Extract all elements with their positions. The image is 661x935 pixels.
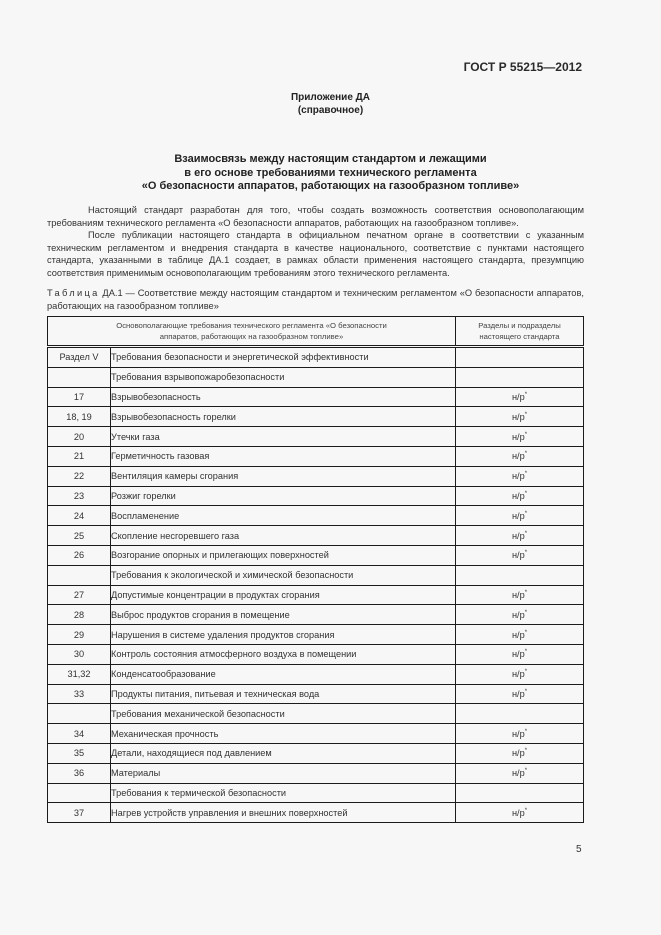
clause-number: 29 <box>48 625 111 645</box>
section-value: н/р <box>511 490 525 501</box>
standard-section <box>456 684 584 704</box>
footnote-marker: * <box>524 530 528 537</box>
standard-section <box>456 446 584 466</box>
table-row <box>48 526 584 546</box>
clause-number: 27 <box>48 585 111 605</box>
clause-number <box>48 565 111 585</box>
standard-section <box>456 407 584 427</box>
footnote-marker: * <box>524 431 528 438</box>
clause-number <box>48 783 111 803</box>
footnote-marker: * <box>524 629 528 636</box>
footnote-marker: * <box>524 768 528 775</box>
clause-number: 35 <box>48 743 111 763</box>
table-caption-text: ДА.1 — Соответствие между настоящим стандартом и техническим регламентом «О безопасности аппаратов, работающих на газообразном топливе» <box>47 288 584 311</box>
table-caption-label: Таблица <box>47 288 100 298</box>
table-row <box>48 803 584 823</box>
table-row <box>48 446 584 466</box>
requirement-text: Вентиляция камеры сгорания <box>111 466 456 486</box>
table-row <box>48 625 584 645</box>
section-value: н/р <box>511 530 525 541</box>
standard-section <box>456 367 584 387</box>
standard-section <box>456 625 584 645</box>
clause-number: 23 <box>48 486 111 506</box>
clause-number: 25 <box>48 526 111 546</box>
footnote-marker: * <box>524 411 528 418</box>
clause-number <box>48 367 111 387</box>
table-row <box>48 783 584 803</box>
section-value: н/р <box>511 669 525 680</box>
section-value: н/р <box>511 589 525 600</box>
section-value: н/р <box>511 748 525 759</box>
clause-number: 21 <box>48 446 111 466</box>
requirement-text: Требования безопасности и энергетической эффективности <box>111 347 456 368</box>
footnote-marker: * <box>524 451 528 458</box>
footnote-marker: * <box>524 748 528 755</box>
body-text <box>47 204 584 280</box>
section-value: н/р <box>511 649 525 660</box>
section-title <box>0 153 661 194</box>
clause-number: 30 <box>48 644 111 664</box>
table-row <box>48 664 584 684</box>
standard-section <box>456 565 584 585</box>
footnote-marker: * <box>524 550 528 557</box>
table-row <box>48 506 584 526</box>
clause-number: 31,32 <box>48 664 111 684</box>
table-row <box>48 545 584 565</box>
standard-section <box>456 387 584 407</box>
table-row <box>48 407 584 427</box>
page-number: 5 <box>576 844 582 855</box>
requirement-text: Розжиг горелки <box>111 486 456 506</box>
section-value: н/р <box>511 451 525 462</box>
table-row <box>48 585 584 605</box>
standard-section <box>456 783 584 803</box>
title-line: «О безопасности аппаратов, работающих на газообразном топливе» <box>141 180 520 192</box>
paragraph: После публикации настоящего стандарта в официальном печатном органе в соответствии с указанным техническим регламентом и внедрения стандарта в качестве национального, соответствие с пунктами настоящего стандарта, указанными в таблице ДА.1 создает, в рамках области применения настоящего стандарта, презумпцию соответствия применимым основополагающим требованиям этого технического регламента. <box>47 230 584 278</box>
requirement-text: Конденсатообразование <box>111 664 456 684</box>
clause-number: 37 <box>48 803 111 823</box>
section-value: н/р <box>511 629 525 640</box>
footnote-marker: * <box>524 490 528 497</box>
clause-number: 24 <box>48 506 111 526</box>
table-row <box>48 466 584 486</box>
clause-number: Раздел V <box>48 347 111 368</box>
standard-section <box>456 724 584 744</box>
section-value: н/р <box>511 391 525 402</box>
requirement-text: Нарушения в системе удаления продуктов сгорания <box>111 625 456 645</box>
table-body <box>48 347 584 823</box>
table-row <box>48 724 584 744</box>
table-row <box>48 486 584 506</box>
clause-number: 33 <box>48 684 111 704</box>
section-value: н/р <box>511 510 525 521</box>
footnote-marker: * <box>524 589 528 596</box>
table-caption <box>47 287 584 312</box>
section-value: н/р <box>511 550 525 561</box>
section-value: н/р <box>511 431 525 442</box>
table-header-row <box>48 317 584 347</box>
footnote-marker: * <box>524 391 528 398</box>
paragraph: Настоящий стандарт разработан для того, чтобы создать возможность соответствия основополагающим требованиям технического регламента «О безопасности аппаратов, работающих на газообразном топливе». <box>47 205 584 228</box>
standard-section <box>456 763 584 783</box>
standard-section <box>456 704 584 724</box>
table-row <box>48 743 584 763</box>
header-sections: Разделы и подразделы настоящего стандарта <box>456 317 584 347</box>
document-code: ГОСТ Р 55215—2012 <box>463 60 582 74</box>
table-row <box>48 763 584 783</box>
standard-section <box>456 486 584 506</box>
clause-number: 22 <box>48 466 111 486</box>
clause-number: 28 <box>48 605 111 625</box>
table-row <box>48 347 584 368</box>
section-value: н/р <box>511 609 525 620</box>
footnote-marker: * <box>524 669 528 676</box>
footnote-marker: * <box>524 688 528 695</box>
section-value: н/р <box>511 768 525 779</box>
clause-number: 26 <box>48 545 111 565</box>
standard-section <box>456 743 584 763</box>
table-row <box>48 704 584 724</box>
footnote-marker: * <box>524 609 528 616</box>
table-row <box>48 367 584 387</box>
requirement-text: Продукты питания, питьевая и техническая вода <box>111 684 456 704</box>
section-value: н/р <box>511 411 525 422</box>
header-requirements: Основополагающие требования технического регламента «О безопасности аппаратов, работающих на газообразном топливе» <box>48 317 456 347</box>
requirement-text: Требования механической безопасности <box>111 704 456 724</box>
appendix-subtitle: (справочное) <box>297 105 364 116</box>
requirement-text: Возгорание опорных и прилегающих поверхностей <box>111 545 456 565</box>
requirement-text: Утечки газа <box>111 427 456 447</box>
correspondence-table <box>47 316 584 823</box>
standard-section <box>456 644 584 664</box>
requirement-text: Воспламенение <box>111 506 456 526</box>
requirement-text: Взрывобезопасность горелки <box>111 407 456 427</box>
requirement-text: Материалы <box>111 763 456 783</box>
requirement-text: Требования взрывопожаробезопасности <box>111 367 456 387</box>
table-row <box>48 605 584 625</box>
requirement-text: Скопление несгоревшего газа <box>111 526 456 546</box>
standard-section <box>456 545 584 565</box>
section-value: н/р <box>511 807 525 818</box>
table-row <box>48 644 584 664</box>
requirement-text: Контроль состояния атмосферного воздуха в помещении <box>111 644 456 664</box>
requirement-text: Требования к термической безопасности <box>111 783 456 803</box>
requirement-text: Взрывобезопасность <box>111 387 456 407</box>
requirement-text: Выброс продуктов сгорания в помещение <box>111 605 456 625</box>
appendix-heading <box>0 91 661 117</box>
section-value: н/р <box>511 471 525 482</box>
title-line: в его основе требованиями технического регламента <box>184 166 477 179</box>
standard-section <box>456 526 584 546</box>
clause-number <box>48 704 111 724</box>
clause-number: 36 <box>48 763 111 783</box>
standard-section <box>456 347 584 368</box>
footnote-marker: * <box>524 649 528 656</box>
standard-section <box>456 506 584 526</box>
table-row <box>48 684 584 704</box>
clause-number: 17 <box>48 387 111 407</box>
clause-number: 34 <box>48 724 111 744</box>
requirement-text: Герметичность газовая <box>111 446 456 466</box>
title-line: Взаимосвязь между настоящим стандартом и лежащими <box>174 153 487 165</box>
requirement-text: Нагрев устройств управления и внешних поверхностей <box>111 803 456 823</box>
standard-section <box>456 585 584 605</box>
section-value: н/р <box>511 688 525 699</box>
standard-section <box>456 664 584 684</box>
appendix-title: Приложение ДА <box>290 92 371 103</box>
table-row <box>48 387 584 407</box>
clause-number: 18, 19 <box>48 407 111 427</box>
requirement-text: Требования к экологической и химической безопасности <box>111 565 456 585</box>
footnote-marker: * <box>524 728 528 735</box>
table-row <box>48 427 584 447</box>
footnote-marker: * <box>524 807 528 814</box>
footnote-marker: * <box>524 471 528 478</box>
standard-section <box>456 466 584 486</box>
requirement-text: Детали, находящиеся под давлением <box>111 743 456 763</box>
section-value: н/р <box>511 728 525 739</box>
clause-number: 20 <box>48 427 111 447</box>
requirement-text: Механическая прочность <box>111 724 456 744</box>
requirement-text: Допустимые концентрации в продуктах сгорания <box>111 585 456 605</box>
standard-section <box>456 803 584 823</box>
standard-section <box>456 605 584 625</box>
table-row <box>48 565 584 585</box>
standard-section <box>456 427 584 447</box>
footnote-marker: * <box>524 510 528 517</box>
